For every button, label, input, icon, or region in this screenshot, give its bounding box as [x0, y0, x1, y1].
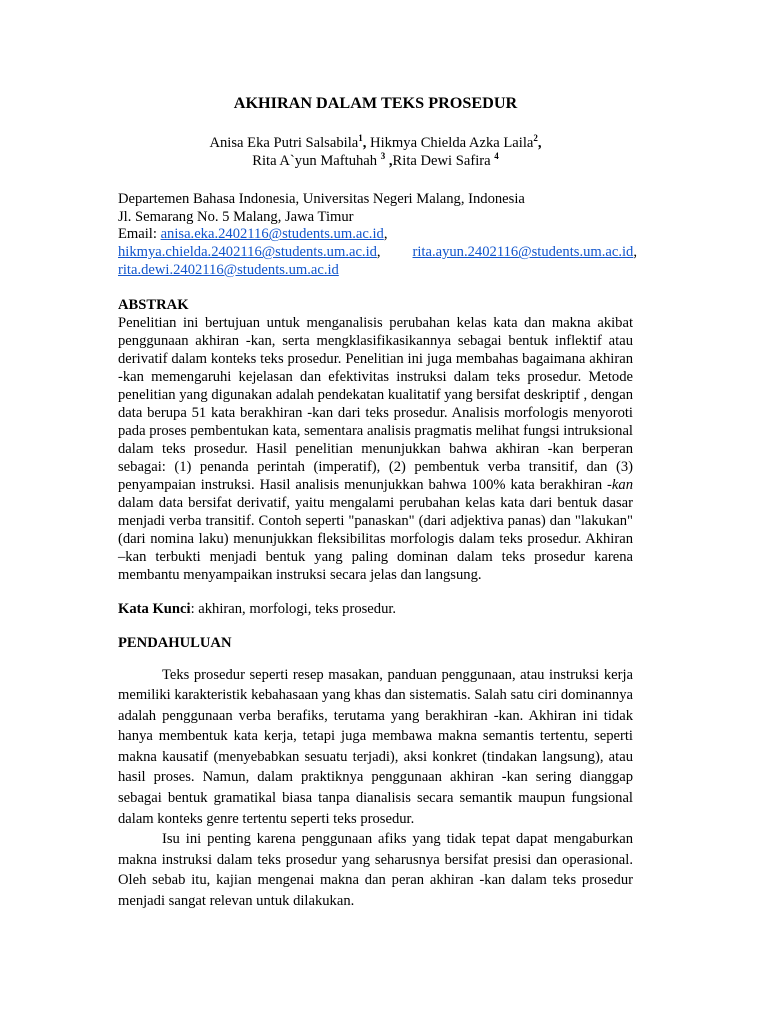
- email-line-2: [118, 244, 637, 262]
- email-link-2[interactable]: hikmya.chielda.2402116@students.um.ac.id: [118, 244, 377, 261]
- keywords-label: Kata Kunci: [118, 600, 191, 617]
- author-name: Rita A`yun Maftuhah: [252, 153, 381, 169]
- abstract-heading: ABSTRAK: [118, 296, 189, 313]
- author-affil-mark: 2: [533, 133, 538, 143]
- email-line-3: [118, 262, 633, 280]
- email-comma: ,: [633, 244, 637, 261]
- email-link-3[interactable]: rita.ayun.2402116@students.um.ac.id: [412, 244, 634, 261]
- email-link-3-wrap: [413, 244, 637, 262]
- abstract-text: [118, 314, 633, 584]
- abstract-italic: kan: [611, 476, 633, 493]
- keywords-text: : akhiran, morfologi, teks prosedur.: [190, 600, 397, 617]
- abstract-part-1: Penelitian ini bertujuan untuk menganalisis perubahan kelas kata dan makna akibat penggunaan akhiran -kan, serta mengklasifikasikannya sebagai bentuk inflektif atau derivatif dalam konteks teks prosedur. Penelitian ini juga membahas bagaimana akhiran -kan memengaruhi kejelasan dan efektivitas instruksi dalam teks prosedur. Metode penelitian yang digunakan adalah pendekatan kualitatif yang bersifat deskriptif , dengan data berupa 51 kata berakhiran -kan dari teks prosedur. Analisis morfologis menyoroti pada proses pembentukan kata, sementara analisis pragmatis melihat fungsi intruksional dalam teks prosedur. Hasil penelitian menunjukkan bahwa akhiran -kan berperan sebagai: (1) penanda perintah (imperatif), (2) pembentuk verba transitif, dan (3) penyampaian instruksi. Hasil analisis menunjukkan bahwa 100% kata berakhiran -: [118, 314, 633, 493]
- email-link-4[interactable]: rita.dewi.2402116@students.um.ac.id: [118, 261, 339, 278]
- author-separator: ,: [362, 135, 371, 151]
- author-name: Anisa Eka Putri Salsabila: [209, 135, 359, 151]
- author-name: Hikmya Chielda Azka Laila: [370, 135, 534, 151]
- email-comma: ,: [376, 244, 381, 261]
- paper-title: AKHIRAN DALAM TEKS PROSEDUR: [233, 94, 518, 112]
- intro-paragraph-1: Teks prosedur seperti resep masakan, panduan penggunaan, atau instruksi kerja memiliki karakteristik kebahasaan yang khas dan sistematis. Salah satu ciri dominannya adalah penggunaan verba berafiks, terutama yang berakhiran -kan. Akhiran ini tidak hanya membentuk kata kerja, tetapi juga membawa makna semantis tertentu, seperti makna kausatif (menyebabkan sesuatu terjadi), aksi konkret (tindakan langsung), atau hasil proses. Namun, dalam praktiknya penggunaan akhiran -kan sering dianggap sebagai bentuk gramatikal biasa tanpa dianalisis secara semantik maupun fungsional dalam konteks genre tertentu seperti teks prosedur.: [118, 666, 633, 827]
- author-line-1: [118, 134, 633, 152]
- email-link-1[interactable]: anisa.eka.2402116@students.um.ac.id: [160, 226, 384, 243]
- author-name: Rita Dewi Safira: [392, 153, 495, 169]
- author-affil-mark: 1: [358, 133, 363, 143]
- email-line-1: [118, 226, 633, 244]
- author-affil-mark: 3: [380, 151, 386, 161]
- department: Departemen Bahasa Indonesia, Universitas Negeri Malang, Indonesia: [118, 191, 525, 207]
- address: Jl. Semarang No. 5 Malang, Jawa Timur: [118, 208, 354, 225]
- author-line-2: [118, 152, 633, 170]
- intro-heading: PENDAHULUAN: [118, 634, 232, 651]
- keywords: [118, 600, 633, 618]
- author-separator: ,: [385, 153, 393, 169]
- paper-page: [118, 92, 637, 912]
- affiliation-block: [118, 191, 637, 280]
- author-list: [118, 134, 633, 170]
- abstract-part-2: dalam data bersifat derivatif, yaitu mengalami perubahan kelas kata dari bentuk dasar menjadi verba transitif. Contoh seperti "panaskan" (dari adjektiva panas) dan "lakukan" (dari nomina laku) menunjukkan fleksibilitas morfologis dalam teks prosedur. Akhiran –kan terbukti menjadi bentuk yang paling dominan dalam teks prosedur karena membantu menyampaikan instruksi secara jelas dan langsung.: [118, 494, 633, 583]
- email-comma: ,: [383, 226, 388, 243]
- author-separator: ,: [537, 135, 542, 151]
- email-label: Email:: [118, 226, 161, 243]
- intro-paragraph-2: Isu ini penting karena penggunaan afiks yang tidak tepat dapat mengaburkan makna instruksi dalam teks prosedur yang seharusnya bersifat presisi dan operasional. Oleh sebab itu, kajian mengenai makna dan peran akhiran -kan dalam teks prosedur menjadi sangat relevan untuk dilakukan.: [118, 831, 633, 910]
- author-affil-mark: 4: [494, 151, 499, 161]
- email-link-2-wrap: [118, 244, 381, 262]
